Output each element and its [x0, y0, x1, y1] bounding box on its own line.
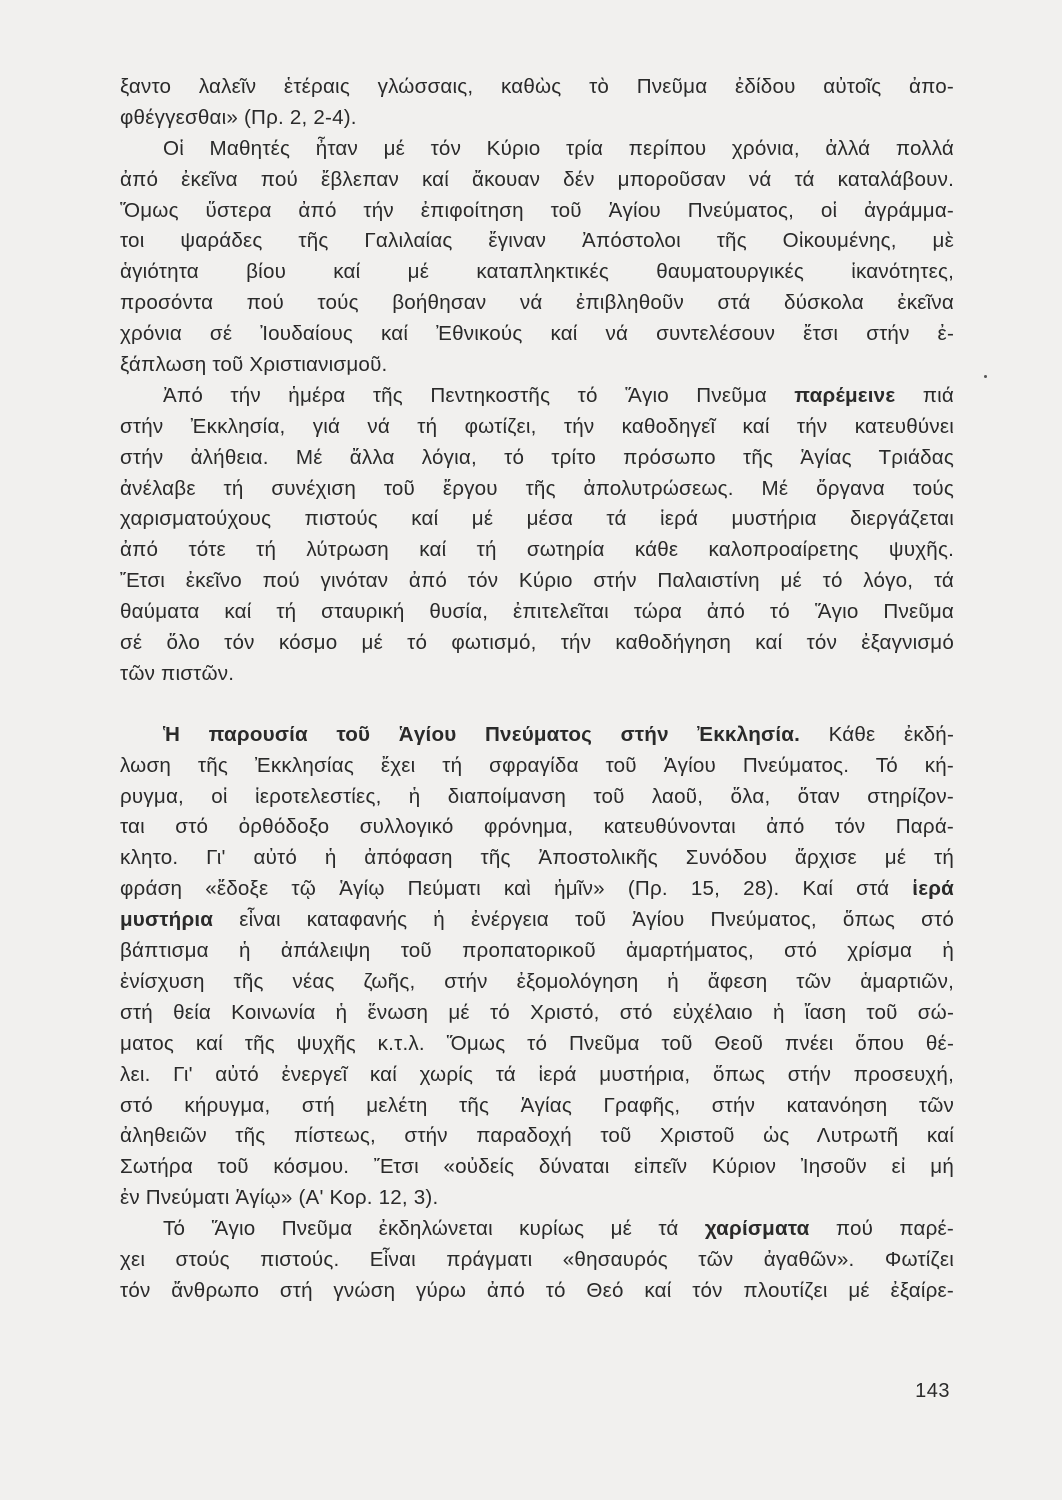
text-line: στήν Ἐκκλησία, γιά νά τή φωτίζει, τήν καθοδηγεῖ καί τήν κατευθύνει	[120, 414, 954, 438]
text-line: ἐν Πνεύματι Ἁγίῳ» (Α' Κορ. 12, 3).	[120, 1186, 439, 1210]
text-line: ξάπλωση τοῦ Χριστιανισμοῦ.	[120, 353, 388, 377]
text-line	[120, 905, 954, 936]
text-line: σέ ὅλο τόν κόσμο μέ τό φωτισμό, τήν καθοδήγηση καί τόν ἐξαγνισμό	[120, 631, 954, 655]
text-line: βάπτισμα ἡ ἀπάλειψη τοῦ προπατορικοῦ ἁμαρτήματος, στό χρίσμα ἡ	[120, 939, 954, 963]
text-run: πιά	[895, 383, 954, 407]
text-line: τόν ἄνθρωπο στή γνώση γύρω ἀπό τό Θεό καί τόν πλουτίζει μέ ἐξαίρε-	[120, 1278, 954, 1302]
text-line: Ὅμως ὕστερα ἀπό τήν ἐπιφοίτηση τοῦ Ἁγίου Πνεύματος, οἱ ἀγράμμα-	[120, 198, 954, 222]
page-number: 143	[915, 1380, 950, 1402]
text-line: προσόντα πού τούς βοήθησαν νά ἐπιβληθοῦν στά δύσκολα ἐκεῖνα	[120, 291, 954, 315]
paragraph-4	[120, 720, 954, 1214]
text-line: λωση τῆς Ἐκκλησίας ἔχει τή σφραγίδα τοῦ Ἁγίου Πνεύματος. Τό κή-	[120, 753, 954, 777]
text-line: τοι ψαράδες τῆς Γαλιλαίας ἔγιναν Ἀπόστολοι τῆς Οἰκουμένης, μὲ	[120, 229, 954, 253]
text-run: Κάθε ἐκδή-	[800, 722, 954, 746]
text-line: τῶν πιστῶν.	[120, 661, 235, 685]
text-line: ται στό ὀρθόδοξο συλλογικό φρόνημα, κατευθύνονται ἀπό τόν Παρά-	[120, 815, 954, 839]
bold-term: μυστήρια	[120, 908, 214, 932]
text-line: Σωτήρα τοῦ κόσμου. Ἔτσι «οὐδείς δύναται εἰπεῖν Κύριον Ἰησοῦν εἰ μή	[120, 1155, 954, 1179]
text-line: ἀνέλαβε τή συνέχιση τοῦ ἔργου τῆς ἀπολυτρώσεως. Μέ ὄργανα τούς	[120, 476, 954, 500]
text-line: χει στούς πιστούς. Εἶναι πράγματι «θησαυρός τῶν ἀγαθῶν». Φωτίζει	[120, 1247, 954, 1271]
text-run: Ἀπό τήν ἡμέρα τῆς Πεντηκοστῆς τό Ἅγιο Πνεῦμα	[163, 383, 795, 407]
text-line: στήν ἀλήθεια. Μέ ἄλλα λόγια, τό τρίτο πρόσωπο τῆς Ἁγίας Τριάδας	[120, 445, 954, 469]
text-line: λει. Γι' αὐτό ἐνεργεῖ καί χωρίς τά ἱερά μυστήρια, ὅπως στήν προσευχή,	[120, 1062, 954, 1086]
text-line: ἀπό ἐκεῖνα πού ἔβλεπαν καί ἄκουαν δέν μποροῦσαν νά τά καταλάβουν.	[120, 167, 954, 191]
text-line: ἐνίσχυση τῆς νέας ζωῆς, στήν ἐξομολόγηση ἡ ἄφεση τῶν ἁμαρτιῶν,	[120, 969, 954, 993]
paragraph-3	[120, 381, 954, 690]
text-line: Οἱ Μαθητές ἦταν μέ τόν Κύριο τρία περίπου χρόνια, ἀλλά πολλά	[163, 136, 954, 160]
paragraph-2	[120, 134, 954, 381]
text-line: κλητο. Γι' αὐτό ἡ ἀπόφαση τῆς Ἀποστολικῆς Συνόδου ἄρχισε μέ τή	[120, 846, 954, 870]
bold-term: ἱερά	[912, 877, 954, 901]
paragraph-5	[120, 1214, 954, 1307]
bold-term: παρέμεινε	[794, 383, 896, 407]
text-run: πού παρέ-	[809, 1217, 954, 1241]
text-line: χρόνια σέ Ἰουδαίους καί Ἐθνικούς καί νά συντελέσουν ἔτσι στήν ἐ-	[120, 322, 954, 346]
text-line: ματος καί τῆς ψυχῆς κ.τ.λ. Ὅμως τό Πνεῦμα τοῦ Θεοῦ πνέει ὅπου θέ-	[120, 1031, 954, 1055]
text-run: φράση «ἔδοξε τῷ Ἁγίῳ Πεύματι καὶ ἡμῖν» (Πρ. 15, 28). Καί στά	[120, 877, 913, 901]
text-line	[120, 874, 954, 905]
text-line: ἀληθειῶν τῆς πίστεως, στήν παραδοχή τοῦ Χριστοῦ ὡς Λυτρωτῆ καί	[120, 1124, 954, 1148]
text-line: χαρισματούχους πιστούς καί μέ μέσα τά ἱερά μυστήρια διεργάζεται	[120, 507, 954, 531]
text-line: ρυγμα, οἱ ἱεροτελεστίες, ἡ διαποίμανση τοῦ λαοῦ, ὅλα, ὅταν στηρίζον-	[120, 784, 954, 808]
text-line: στή θεία Κοινωνία ἡ ἕνωση μέ τό Χριστό, στό εὐχέλαιο ἡ ἴαση τοῦ σώ-	[120, 1000, 954, 1024]
text-line: θαύματα καί τή σταυρική θυσία, ἐπιτελεῖται τώρα ἀπό τό Ἅγιο Πνεῦμα	[120, 600, 954, 624]
text-line: ἀπό τότε τή λύτρωση καί τή σωτηρία κάθε καλοπροαίρετης ψυχῆς.	[120, 538, 954, 562]
text-line	[120, 1214, 954, 1245]
text-run: εἶναι καταφανής ἡ ἐνέργεια τοῦ Ἁγίου Πνεύματος, ὅπως στό	[213, 908, 954, 932]
text-run: Τό Ἅγιο Πνεῦμα ἐκδηλώνεται κυρίως μέ τά	[163, 1217, 705, 1241]
paragraph-1	[120, 72, 954, 134]
text-line: Ἔτσι ἐκεῖνο πού γινόταν ἀπό τόν Κύριο στήν Παλαιστίνη μέ τό λόγο, τά	[120, 569, 954, 593]
text-line: ξαντο λαλεῖν ἑτέραις γλώσσαις, καθὼς τὸ Πνεῦμα ἐδίδου αὐτοῖς ἀπο-	[120, 75, 954, 98]
text-line: στό κήρυγμα, στή μελέτη τῆς Ἁγίας Γραφῆς, στήν κατανόηση τῶν	[120, 1093, 954, 1117]
stray-ink-mark	[984, 375, 987, 378]
text-line: φθέγγεσθαι» (Πρ. 2, 2-4).	[120, 105, 357, 129]
section-heading: Ἡ παρουσία τοῦ Ἁγίου Πνεύματος στήν Ἐκκλησία.	[163, 722, 801, 746]
text-line: ἁγιότητα βίου καί μέ καταπληκτικές θαυματουργικές ἱκανότητες,	[120, 260, 954, 284]
bold-term: χαρίσματα	[704, 1217, 810, 1241]
text-line	[120, 720, 954, 751]
section-gap	[120, 690, 954, 720]
text-line	[120, 381, 954, 412]
